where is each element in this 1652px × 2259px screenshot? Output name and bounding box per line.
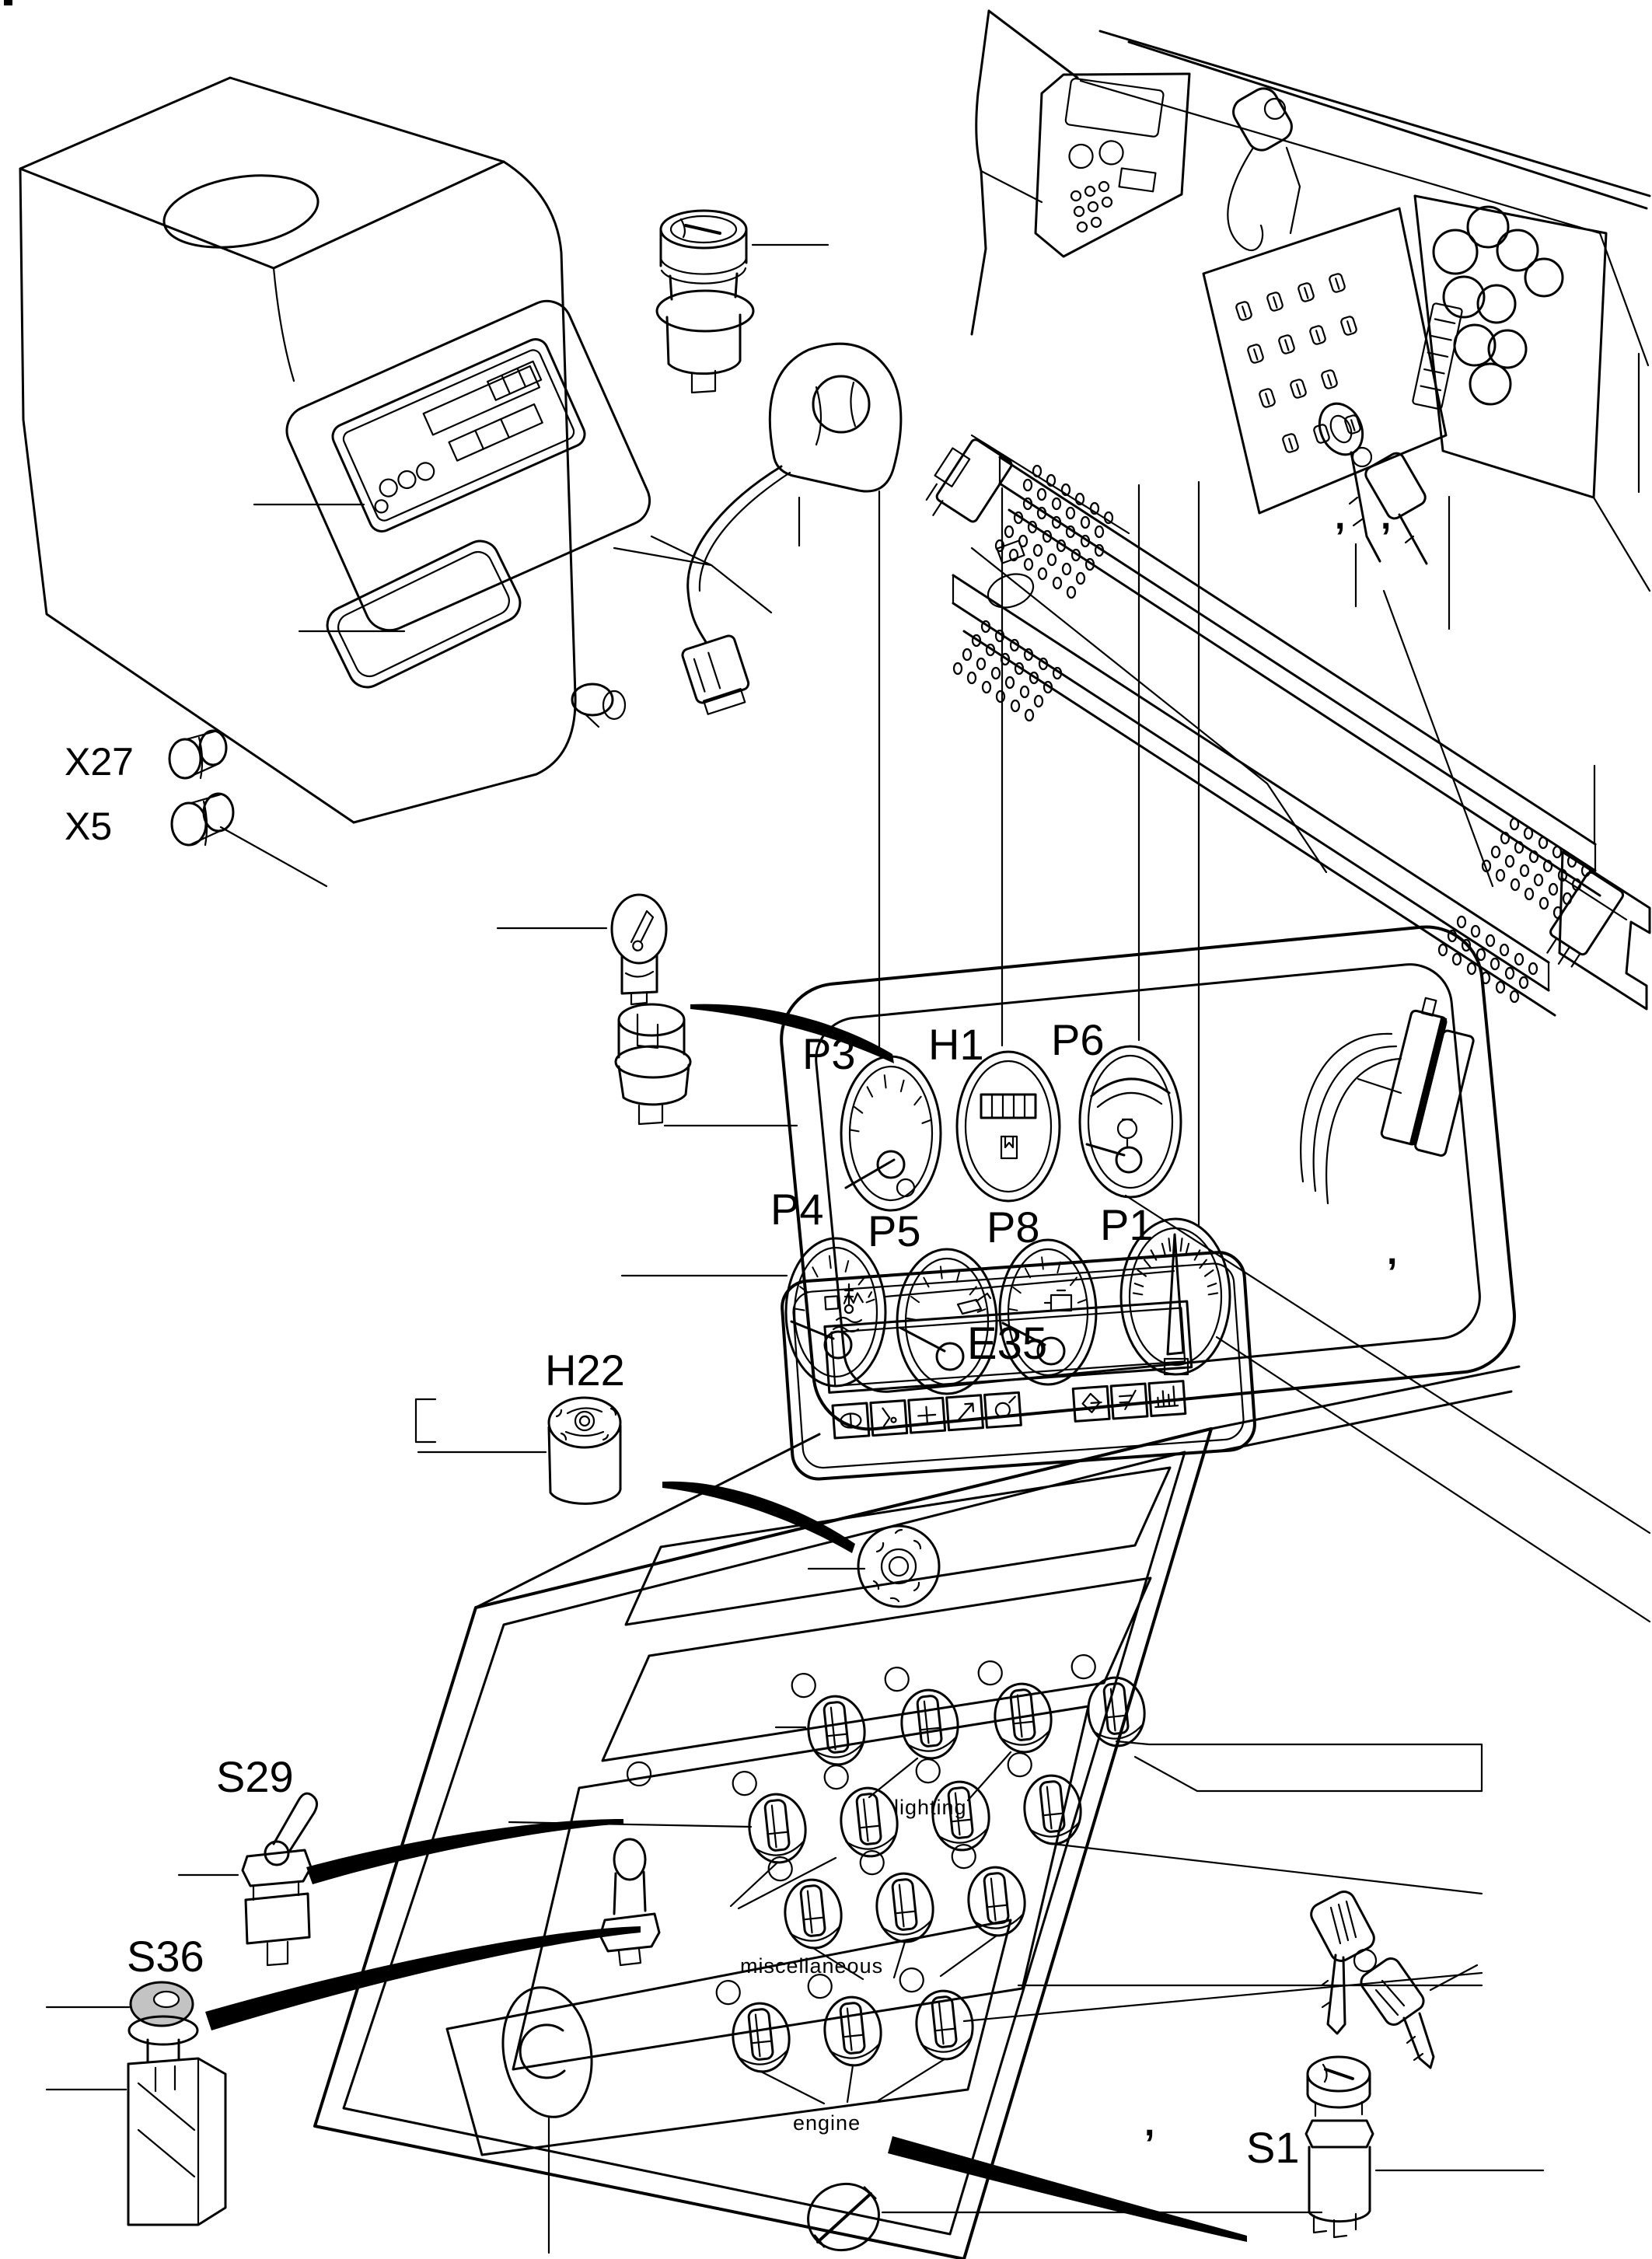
label-section-lighting: lighting — [894, 1796, 967, 1819]
pointer-arrow-icon — [690, 1004, 894, 1063]
pointer-arrow-icon — [306, 1819, 623, 1884]
leader-line — [879, 482, 1199, 1227]
buzzer-h22 — [418, 1398, 620, 1503]
ignition-switch-s1 — [1306, 2057, 1543, 2237]
cab-gauges — [1434, 207, 1563, 404]
gauge-h1-hourmeter — [957, 1052, 1060, 1201]
overhead-console — [20, 78, 658, 822]
cab-overview — [972, 11, 1650, 886]
cab-tachograph-panel — [1036, 74, 1189, 257]
stray-comma: , — [1144, 2103, 1155, 2144]
label-h22: H22 — [545, 1346, 625, 1395]
label-p8: P8 — [987, 1203, 1040, 1252]
cab-key-and-fob — [1311, 396, 1428, 564]
key-set — [1308, 1888, 1477, 2068]
mode-square-icon — [825, 1296, 838, 1309]
arrow-icon — [957, 1404, 973, 1420]
bulb-socket — [616, 1004, 690, 1124]
label-p4: P4 — [770, 1185, 824, 1234]
cab-gauge-panel — [1415, 196, 1606, 498]
connector-plug-x27 — [169, 731, 226, 778]
label-p1: P1 — [1100, 1200, 1154, 1249]
label-e35: E35 — [966, 1318, 1048, 1369]
display-button — [985, 1392, 1022, 1427]
ignition-lighter-knob — [657, 211, 828, 393]
stats-icon — [1154, 1386, 1178, 1407]
label-h1: H1 — [928, 1020, 984, 1069]
keyhole-icon — [798, 2173, 889, 2259]
label-section-miscellaneous: miscellaneous — [740, 1954, 884, 1978]
terminal-strip — [917, 354, 1650, 1015]
console-recess — [279, 293, 658, 638]
push-button-s36 — [47, 1982, 225, 2225]
tachograph-unit — [329, 335, 589, 535]
stray-comma: , — [1381, 496, 1392, 537]
indicator-bulb — [498, 895, 666, 1004]
cab-microphone — [1228, 83, 1300, 250]
panel-hinge — [476, 1367, 1519, 1608]
leader-line — [47, 2007, 129, 2090]
headlight-icon — [840, 1413, 861, 1429]
label-s1: S1 — [1246, 2123, 1300, 2172]
label-section-engine: engine — [793, 2111, 861, 2135]
pointer-arrow-icon — [888, 2136, 1247, 2242]
label-x5: X5 — [65, 805, 113, 848]
connector-plug-x5 — [172, 794, 327, 886]
stray-comma: , — [1387, 1231, 1398, 1273]
din-rail — [1538, 852, 1650, 1009]
wiper-icon — [882, 1407, 896, 1426]
corner-mark — [4, 0, 12, 5]
leader-bracket — [416, 1399, 435, 1442]
handset-microphone — [572, 344, 901, 727]
gauge-p3 — [841, 1056, 941, 1210]
lighting-subpanel — [602, 1578, 1151, 1761]
label-s29: S29 — [216, 1752, 294, 1801]
edit-icon — [1119, 1391, 1137, 1409]
label-x27: X27 — [65, 740, 134, 784]
stray-comma: , — [1335, 496, 1346, 537]
engine-subpanel — [447, 1920, 1011, 2155]
cab-radio-keypad — [1071, 182, 1112, 232]
console-tray — [321, 535, 526, 693]
label-p6: P6 — [1051, 1015, 1105, 1064]
label-p3: P3 — [802, 1029, 856, 1078]
cab-switches — [1235, 273, 1361, 453]
engine-switches — [715, 1963, 976, 2076]
label-p5: P5 — [868, 1206, 921, 1255]
strip-end-clamp-left — [917, 431, 1014, 536]
gauge-p6 — [1080, 1046, 1181, 1197]
label-s36: S36 — [127, 1932, 204, 1981]
miscellaneous-switches — [732, 1747, 1084, 1952]
